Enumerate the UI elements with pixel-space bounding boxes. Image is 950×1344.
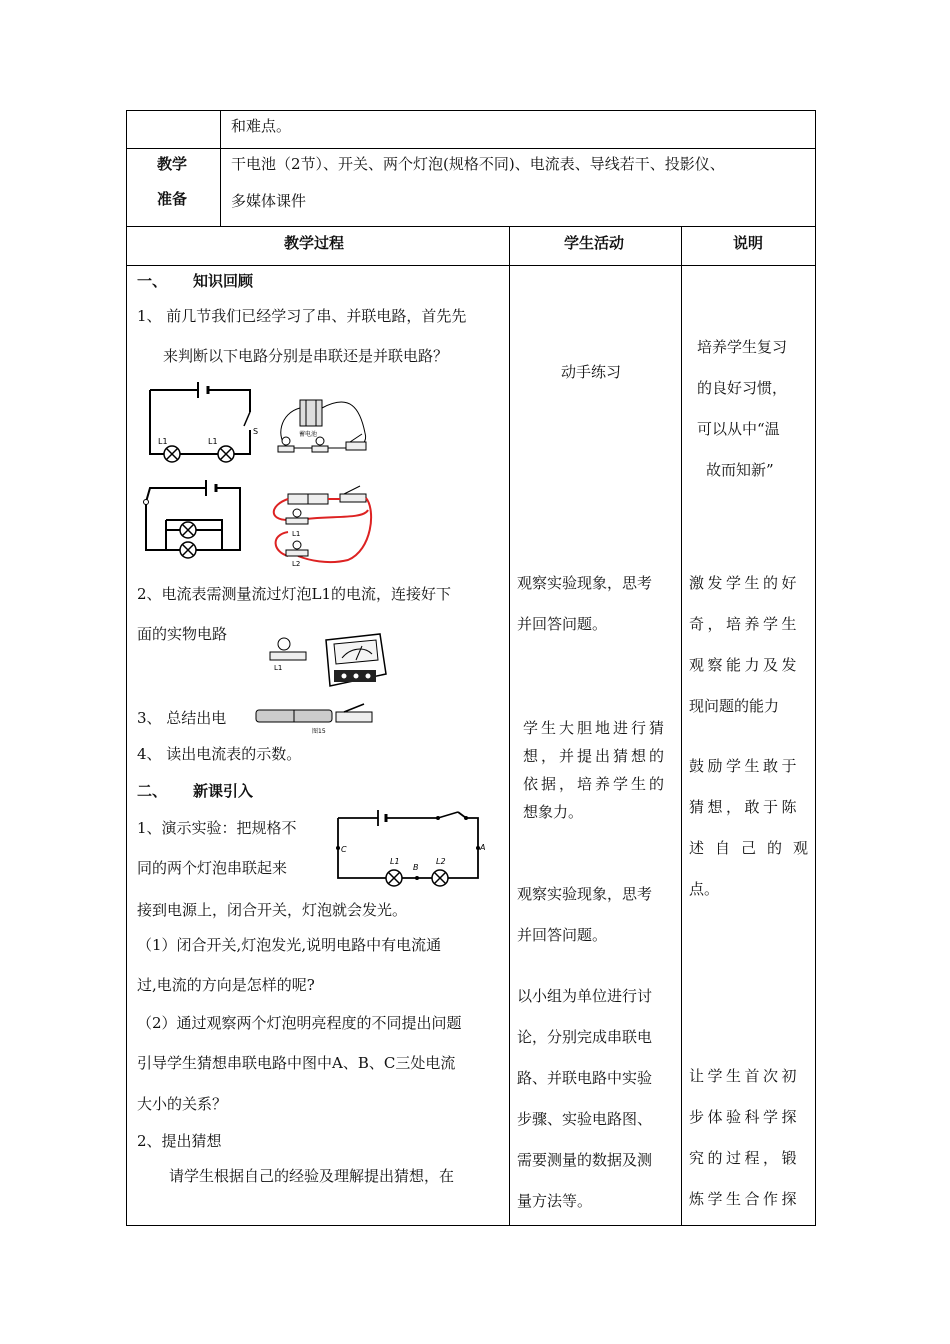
activity-group-line1: 以小组为单位进行讨 <box>517 987 653 1005</box>
demo-line2: 同的两个灯泡串联起来 <box>137 859 288 877</box>
ammeter-illustration <box>320 630 390 692</box>
section2-title: 新课引入 <box>193 782 254 800</box>
activity-guess-line1: 学生大胆地进行猜 <box>523 719 668 737</box>
note4-line3: 究的过程，锻 <box>689 1149 801 1167</box>
header-teaching-process: 教学过程 <box>284 234 345 252</box>
parallel-circuit-diagram <box>136 480 246 570</box>
activity-guess-line2: 想，并提出猜想的 <box>523 747 668 765</box>
table-right-border <box>815 110 816 1226</box>
svg-text:L1: L1 <box>390 857 400 866</box>
prep-label-line1: 教学 <box>157 155 188 173</box>
activity-observe-2-line2: 并回答问题。 <box>517 926 608 944</box>
svg-text:L1: L1 <box>208 437 218 446</box>
guess-title: 2、提出猜想 <box>137 1132 222 1150</box>
activity-group-line2: 论，分别完成串联电 <box>517 1028 653 1046</box>
note3-line2: 猜想，敢于陈 <box>689 798 801 816</box>
section1-title: 知识回顾 <box>193 272 254 290</box>
physical-circuit-red-wires <box>268 480 378 570</box>
svg-text:S: S <box>253 427 259 436</box>
section1-number: 一、 <box>137 272 168 290</box>
activity-observe-1-line1: 观察实验现象，思考 <box>517 574 653 592</box>
note1-line3: 可以从中“温 <box>697 420 780 438</box>
svg-text:L1: L1 <box>274 664 283 672</box>
demo-line3: 接到电源上，闭合开关，灯泡就会发光。 <box>137 901 408 919</box>
physical-circuit-battery-diagram <box>270 388 380 468</box>
row-divider <box>126 148 816 149</box>
svg-text:B: B <box>413 863 419 872</box>
header-student-activity: 学生活动 <box>564 234 625 252</box>
activity-group-line6: 量方法等。 <box>517 1192 593 1210</box>
note2-line1: 激发学生的好 <box>689 574 801 592</box>
row-divider <box>126 226 816 227</box>
question2-line1: 2、电流表需测量流过灯泡L1的电流，连接好下 <box>137 585 452 603</box>
svg-text:L1: L1 <box>158 437 168 446</box>
activity-guess-line4: 想象力。 <box>523 803 584 821</box>
series-circuit-diagram <box>140 378 262 470</box>
question1-line2: 来判断以下电路分别是串联还是并联电路？ <box>163 347 449 365</box>
prep-text-line1: 干电池（2节）、开关、两个灯泡(规格不同)、电流表、导线若干、投影仪、 <box>231 155 725 173</box>
note4-line1: 让学生首次初 <box>689 1067 801 1085</box>
note1-line1: 培养学生复习 <box>697 338 788 356</box>
point2-line3: 大小的关系？ <box>137 1095 228 1113</box>
note2-line3: 观察能力及发 <box>689 656 801 674</box>
table-bottom-border <box>126 1225 816 1226</box>
row-divider <box>126 265 816 266</box>
note1-line4: 故而知新” <box>706 461 774 479</box>
question4: 4、 读出电流表的示数。 <box>137 745 302 763</box>
activity-group-line3: 路、并联电路中实验 <box>517 1069 653 1087</box>
svg-text:L2: L2 <box>292 560 301 568</box>
activity-observe-1-line2: 并回答问题。 <box>517 615 608 633</box>
svg-text:蓄电池: 蓄电池 <box>299 431 318 438</box>
demo-line1: 1、演示实验：把规格不 <box>137 819 297 837</box>
svg-text:C: C <box>341 845 347 854</box>
section2-number: 二、 <box>137 782 168 800</box>
question3: 3、 总结出电 <box>137 709 227 727</box>
column-divider <box>681 226 682 1226</box>
battery-switch-illustration <box>252 700 382 736</box>
point2-line2: 引导学生猜想串联电路中图中A、B、C三处电流 <box>137 1054 456 1072</box>
note3-line1: 鼓励学生敢于 <box>689 757 801 775</box>
note2-line4: 现问题的能力 <box>689 697 780 715</box>
question2-line2: 面的实物电路 <box>137 625 228 643</box>
point2-line1: （2）通过观察两个灯泡明亮程度的不同提出问题 <box>137 1014 462 1032</box>
guess-line: 请学生根据自己的经验及理解提出猜想，在 <box>169 1167 455 1185</box>
header-note: 说明 <box>733 234 764 252</box>
activity-hands-on: 动手练习 <box>561 363 622 381</box>
activity-group-line4: 步骤、实验电路图、 <box>517 1110 653 1128</box>
point1-line1: （1）闭合开关,灯泡发光,说明电路中有电流通 <box>137 936 442 954</box>
note3-line4: 点。 <box>689 880 720 898</box>
series-demo-circuit-diagram <box>328 808 488 890</box>
activity-observe-2-line1: 观察实验现象，思考 <box>517 885 653 903</box>
note1-line2: 的良好习惯， <box>697 379 788 397</box>
svg-text:L1: L1 <box>292 530 301 538</box>
prep-label-line2: 准备 <box>157 190 188 208</box>
table-left-border <box>126 110 127 1226</box>
bulb-holder-illustration <box>266 628 314 672</box>
activity-guess-line3: 依据，培养学生的 <box>523 775 668 793</box>
continued-text: 和难点。 <box>231 117 292 135</box>
svg-text:L2: L2 <box>436 857 446 866</box>
label-column-divider <box>220 110 221 227</box>
question1-line1: 1、 前几节我们已经学习了串、并联电路，首先先 <box>137 307 467 325</box>
prep-text-line2: 多媒体课件 <box>231 192 307 210</box>
note2-line2: 奇，培养学生 <box>689 615 801 633</box>
note3-line3: 述自己的观 <box>689 839 820 857</box>
note4-line2: 步体验科学探 <box>689 1108 801 1126</box>
activity-group-line5: 需要测量的数据及测 <box>517 1151 653 1169</box>
svg-text:A: A <box>480 843 486 852</box>
svg-text:图15: 图15 <box>312 728 326 735</box>
column-divider <box>509 226 510 1226</box>
point1-line2: 过,电流的方向是怎样的呢? <box>137 976 315 994</box>
note4-line4: 炼学生合作探 <box>689 1190 801 1208</box>
table-top-border <box>126 110 816 111</box>
